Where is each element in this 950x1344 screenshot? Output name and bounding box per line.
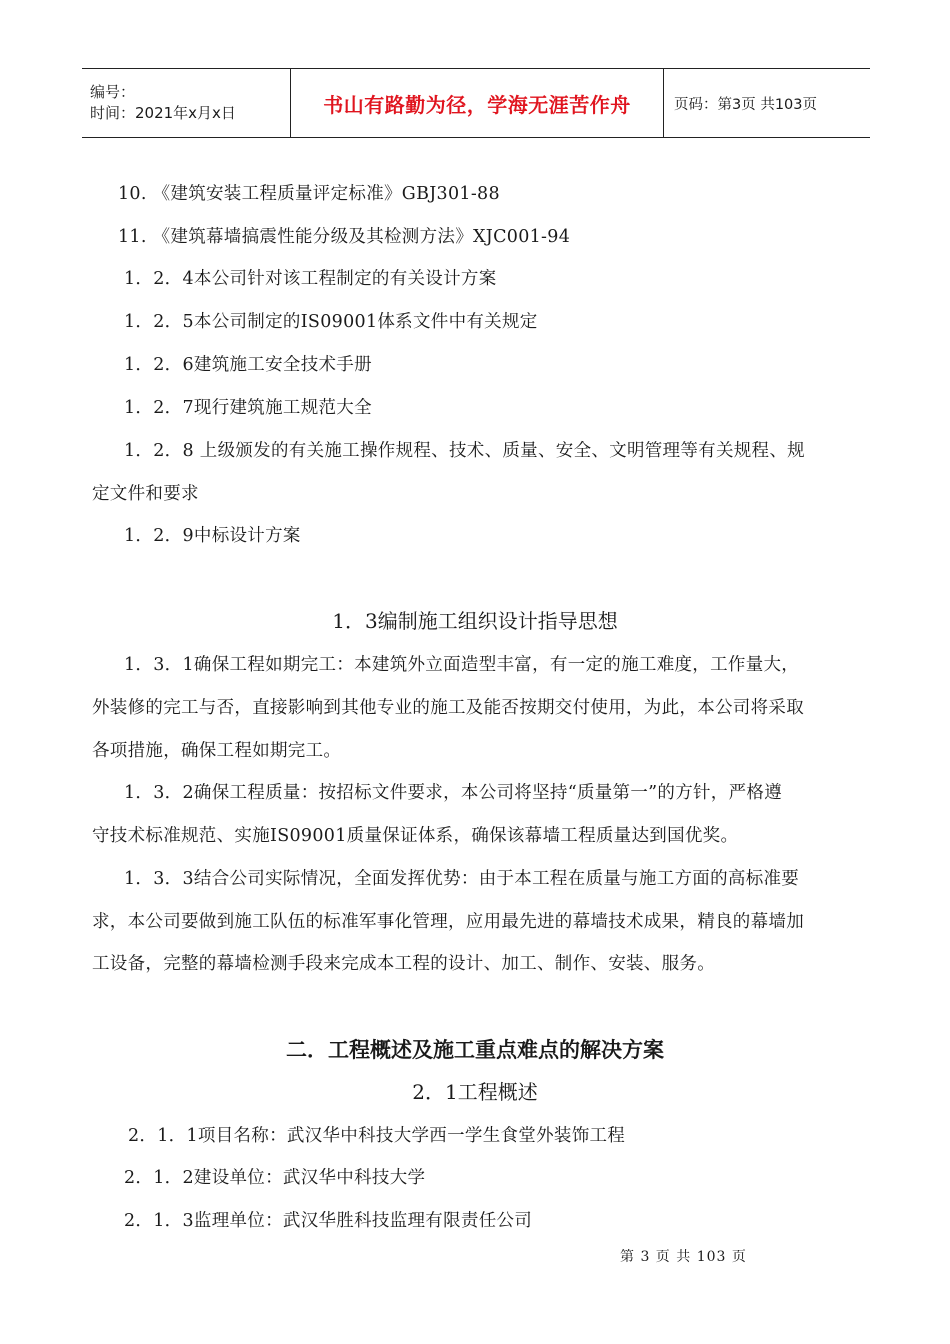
item-1-2-9: 1．2．9中标设计方案 — [124, 526, 301, 546]
page-header — [82, 68, 870, 138]
item-1-2-6: 1．2．6建筑施工安全技术手册 — [124, 355, 372, 375]
section-heading-2-1: 2．1工程概述 — [412, 1080, 538, 1104]
date-label: 时间：2021年x月x日 — [90, 104, 236, 122]
page-footer: 第 3 页 共 103 页 — [620, 1249, 747, 1265]
chapter-heading-2: 二．工程概述及施工重点难点的解决方案 — [286, 1038, 664, 1062]
para-1-3-1-line3: 各项措施，确保工程如期完工。 — [92, 741, 342, 761]
item-1-2-8-line2: 定文件和要求 — [92, 484, 199, 504]
para-1-3-2-line2: 守技术标准规范、实施IS09001质量保证体系，确保该幕墙工程质量达到国优奖。 — [92, 826, 739, 846]
section-heading-1-3: 1．3编制施工组织设计指导思想 — [332, 609, 618, 633]
reference-11: 11. 《建筑幕墙搞震性能分级及其检测方法》XJC001-94 — [118, 227, 571, 247]
header-motto: 书山有路勤为径，学海无涯苦作舟 — [291, 69, 664, 137]
para-1-3-3-line1: 1．3．3结合公司实际情况，全面发挥优势：由于本工程在质量与施工方面的高标准要 — [124, 869, 800, 889]
item-2-1-3: 2．1．3监理单位：武汉华胜科技监理有限责任公司 — [124, 1211, 533, 1231]
item-1-2-5: 1．2．5本公司制定的IS09001体系文件中有关规定 — [124, 312, 538, 332]
header-meta — [82, 69, 291, 137]
item-2-1-2: 2．1．2建设单位：武汉华中科技大学 — [124, 1168, 426, 1188]
para-1-3-1-line1: 1．3．1确保工程如期完工：本建筑外立面造型丰富，有一定的施工难度，工作量大， — [124, 655, 800, 675]
para-1-3-3-line2: 求，本公司要做到施工队伍的标准军事化管理，应用最先进的幕墙技术成果，精良的幕墙加 — [92, 912, 804, 932]
para-1-3-2-line1: 1．3．2确保工程质量：按招标文件要求，本公司将坚持“质量第一”的方针，严格遵 — [124, 783, 782, 803]
item-1-2-4: 1．2．4本公司针对该工程制定的有关设计方案 — [124, 269, 497, 289]
para-1-3-3-line3: 工设备，完整的幕墙检测手段来完成本工程的设计、加工、制作、安装、服务。 — [92, 954, 715, 974]
code-label: 编号： — [90, 83, 136, 101]
reference-10: 10. 《建筑安装工程质量评定标准》GBJ301-88 — [118, 184, 500, 204]
item-2-1-1: 2．1．1项目名称：武汉华中科技大学西一学生食堂外装饰工程 — [128, 1126, 626, 1146]
item-1-2-8-line1: 1．2．8 上级颁发的有关施工操作规程、技术、质量、安全、文明管理等有关规程、规 — [124, 441, 805, 461]
item-1-2-7: 1．2．7现行建筑施工规范大全 — [124, 398, 372, 418]
para-1-3-1-line2: 外装修的完工与否，直接影响到其他专业的施工及能否按期交付使用，为此，本公司将采取 — [92, 698, 804, 718]
header-page-info: 页码：第3页 共103页 — [674, 96, 818, 113]
